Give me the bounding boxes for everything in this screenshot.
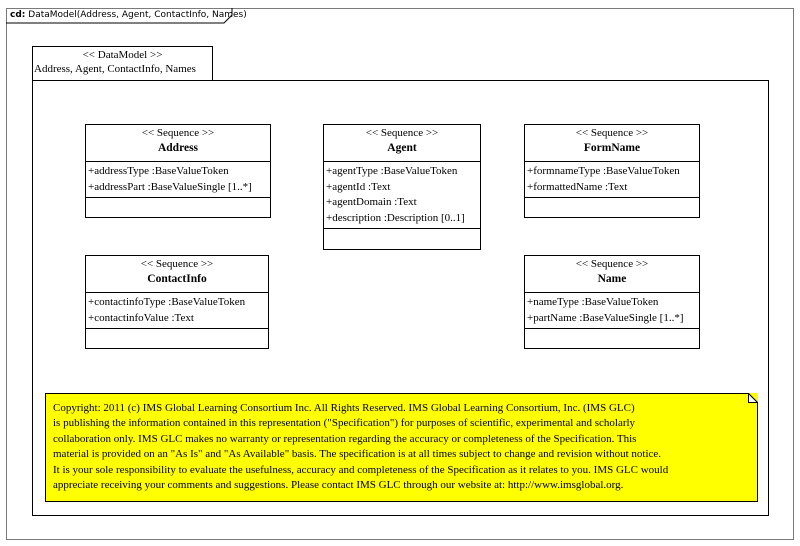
class-agent[interactable] bbox=[323, 124, 481, 250]
package-stereotype: << DataModel >> bbox=[82, 49, 163, 61]
class-formname[interactable] bbox=[524, 124, 700, 218]
class-attribute: +nameType :BaseValueToken bbox=[527, 296, 659, 308]
class-stereotype: << Sequence >> bbox=[575, 127, 649, 139]
class-attribute: +addressType :BaseValueToken bbox=[88, 165, 229, 177]
class-operations bbox=[525, 198, 699, 215]
class-attribute: +contactinfoValue :Text bbox=[88, 311, 194, 324]
note-fold-corner bbox=[749, 394, 758, 403]
note-line: Copyright: 2011 (c) IMS Global Learning Consortium Inc. All Rights Reserved. IMS Global Learning Consortium, Inc. (IMS GLC) bbox=[53, 402, 635, 414]
class-attribute: +formattedName :Text bbox=[527, 180, 628, 193]
class-attribute: +description :Description [0..1] bbox=[326, 211, 465, 224]
class-attribute: +agentDomain :Text bbox=[326, 196, 417, 208]
class-operations bbox=[86, 329, 268, 346]
frame-kind: cd: bbox=[10, 10, 26, 20]
note-line: appreciate receiving your comments and suggestions. Please contact IMS GLC through our website at: http://www.imsglobal.org. bbox=[53, 479, 624, 492]
class-attributes bbox=[86, 293, 268, 329]
note-outline bbox=[45, 393, 758, 502]
class-attribute: +contactinfoType :BaseValueToken bbox=[88, 296, 246, 308]
class-stereotype: << Sequence >> bbox=[365, 127, 439, 139]
class-name: Address bbox=[157, 142, 199, 154]
class-header bbox=[324, 125, 480, 162]
class-attribute: +partName :BaseValueSingle [1..*] bbox=[527, 311, 684, 324]
note-line: material is provided on an "As Is" and "As Available" basis. The specification is at all times subject to change and revision without notice. bbox=[53, 448, 662, 461]
package-name: Address, Agent, ContactInfo, Names bbox=[34, 63, 196, 75]
note-line: is publishing the information contained in this representation ("Specification") for purposes of scientific, experimental and scholarly bbox=[53, 417, 636, 430]
class-stereotype: << Sequence >> bbox=[141, 127, 215, 139]
class-header bbox=[86, 125, 270, 162]
class-contactinfo[interactable] bbox=[85, 255, 269, 349]
class-header bbox=[525, 125, 699, 162]
class-attributes bbox=[525, 162, 699, 198]
class-name: ContactInfo bbox=[147, 273, 207, 285]
frame-title: DataModel(Address, Agent, ContactInfo, Names) bbox=[28, 10, 247, 20]
package-tab[interactable] bbox=[32, 46, 213, 81]
frame-title-tab bbox=[6, 8, 251, 23]
note-line: collaboration only. IMS GLC makes no warranty or representation regarding the accuracy or completeness of the Specification. This bbox=[53, 432, 637, 445]
class-attribute: +addressPart :BaseValueSingle [1..*] bbox=[88, 180, 252, 193]
class-operations bbox=[324, 229, 480, 246]
class-name-box[interactable] bbox=[524, 255, 700, 349]
class-name: Agent bbox=[387, 142, 417, 154]
class-address[interactable] bbox=[85, 124, 271, 218]
class-stereotype: << Sequence >> bbox=[140, 258, 214, 270]
class-header bbox=[525, 256, 699, 293]
class-attribute: +formnameType :BaseValueToken bbox=[527, 165, 680, 177]
note-line: It is your sole responsibility to evaluate the usefulness, accuracy and completeness of the Specification as it relates to you. IMS GLC would bbox=[53, 463, 669, 476]
class-operations bbox=[525, 329, 699, 346]
class-attribute: +agentId :Text bbox=[326, 180, 391, 193]
class-operations bbox=[86, 198, 270, 215]
class-attributes bbox=[525, 293, 699, 329]
class-name: FormName bbox=[583, 142, 641, 154]
class-attributes bbox=[86, 162, 270, 198]
class-name: Name bbox=[597, 273, 627, 285]
class-header bbox=[86, 256, 268, 293]
class-stereotype: << Sequence >> bbox=[575, 258, 649, 270]
class-attribute: +agentType :BaseValueToken bbox=[326, 165, 458, 177]
class-attributes bbox=[324, 162, 480, 229]
